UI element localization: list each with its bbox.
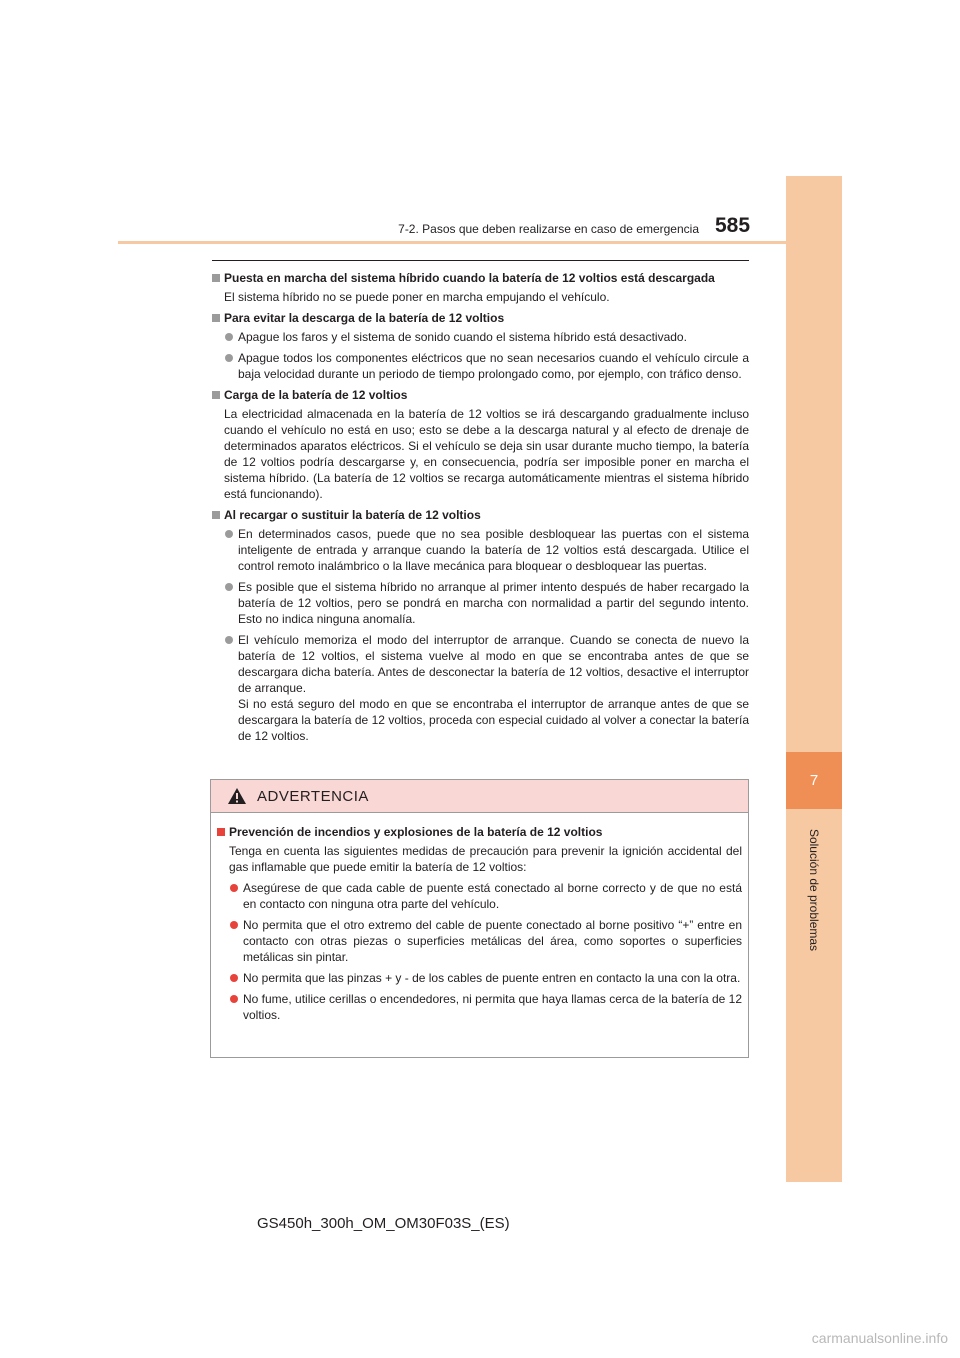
list-item	[224, 632, 749, 744]
chapter-title	[786, 820, 842, 960]
content-top-rule	[212, 260, 749, 261]
list-item: Apague todos los componentes eléctricos que no sean necesarios cuando el vehículo circule a baja velocidad durante un periodo de tiempo prolongado como, por ejemplo, con tráfico denso.	[224, 350, 749, 382]
warning-box	[210, 779, 749, 1058]
warning-body	[211, 813, 748, 1023]
chapter-title-text: Solución de problemas	[807, 828, 822, 952]
warning-header	[211, 780, 748, 813]
section-heading: Al recargar o sustituir la batería de 12 voltios	[212, 507, 749, 523]
watermark: carmanualsonline.info	[811, 1330, 948, 1346]
list-item: Es posible que el sistema híbrido no arranque al primer intento después de haber recargado la batería de 12 voltios, pero se pondrá en marcha con normalidad a partir del segundo intento. Esto no indica ninguna anomalía.	[224, 579, 749, 627]
section-heading: Para evitar la descarga de la batería de 12 voltios	[212, 310, 749, 326]
section-text: El sistema híbrido no se puede poner en marcha empujando el vehículo.	[224, 290, 610, 304]
warning-text: Tenga en cuenta las siguientes medidas de precaución para prevenir la ignición accidental del gas inflamable que puede emitir la batería de 12 voltios:	[229, 844, 742, 874]
warning-list-item: No permita que las pinzas + y - de los cables de puente entren en contacto la una con la otra.	[229, 970, 742, 986]
warning-list-item: No fume, utilice cerillas o encendedores, ni permita que haya llamas cerca de la batería de 12 voltios.	[229, 991, 742, 1023]
chapter-number: 7	[786, 752, 842, 809]
warning-title: ADVERTENCIA	[257, 787, 369, 805]
main-content	[212, 270, 749, 749]
warning-list-item: No permita que el otro extremo del cable de puente conectado al borne positivo “+” entre en contacto con otras piezas o superficies metálicas del área, como soportes o superficies metálicas sin pintar.	[229, 917, 742, 965]
warning-heading: Prevención de incendios y explosiones de la batería de 12 voltios	[217, 824, 742, 840]
warning-triangle-icon	[227, 787, 247, 805]
section-text: La electricidad almacenada en la batería de 12 voltios se irá descargando gradualmente incluso cuando el vehículo no está en uso; esto se debe a la descarga natural y al efecto de drenaje de determinados aparatos eléctricos. Si el vehículo se deja sin usar durante mucho tiempo, la batería de 12 voltios podría descargarse y, en consecuencia, podría ser imposible poner en marcha el sistema híbrido. (La batería de 12 voltios se recarga automáticamente mientras el sistema híbrido está funcionando).	[224, 407, 749, 501]
list-item: En determinados casos, puede que no sea posible desbloquear las puertas con el sistema inteligente de entrada y arranque cuando la batería de 12 voltios está descargada. Utilice el control remoto inalámbrico o la llave mecánica para bloquear o desbloquear las puertas.	[224, 526, 749, 574]
chapter-side-tab	[786, 176, 842, 1182]
list-item: Apague los faros y el sistema de sonido cuando el sistema híbrido está desactivado.	[224, 329, 749, 345]
header-divider	[118, 241, 786, 244]
section-heading: Puesta en marcha del sistema híbrido cuando la batería de 12 voltios está descargada	[212, 270, 749, 286]
page-number: 585	[715, 214, 751, 237]
warning-list-item: Asegúrese de que cada cable de puente está conectado al borne correcto y de que no está en contacto con ninguna otra parte del vehículo.	[229, 880, 742, 912]
section-heading: Carga de la batería de 12 voltios	[212, 387, 749, 403]
footer-doc-code: GS450h_300h_OM_OM30F03S_(ES)	[257, 1215, 510, 1232]
list-item-extra-text: Si no está seguro del modo en que se encontraba el interruptor de arranque antes de que se descargara la batería de 12 voltios, proceda con especial cuidado al volver a conectar la batería de 12 voltios.	[238, 697, 749, 743]
running-head: 7-2. Pasos que deben realizarse en caso de emergencia	[398, 222, 699, 236]
list-item-text: El vehículo memoriza el modo del interruptor de arranque. Cuando se conecta de nuevo la batería de 12 voltios, el sistema vuelve al modo en que se encontraba antes de que se descargara dicha batería. Antes de desconectar la batería de 12 voltios, desactive el interruptor de arranque.	[238, 633, 749, 695]
